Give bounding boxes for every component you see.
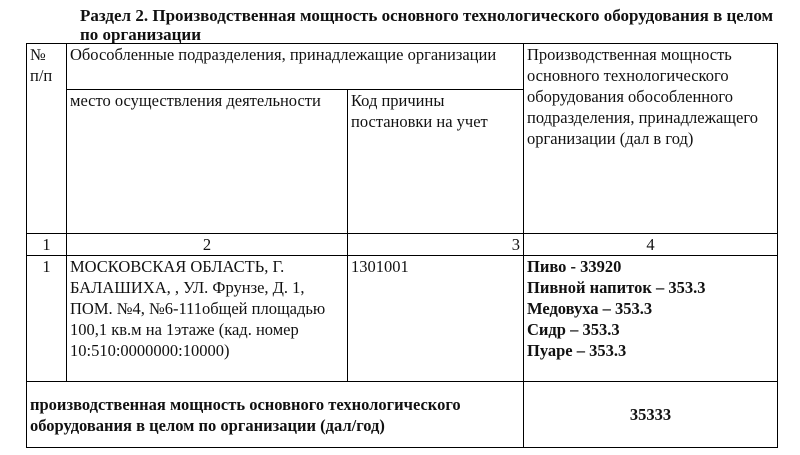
header-capacity: Производственная мощность основного технологического оборудования обособленного подразделения, принадлежащего организации (дал в год) [524,44,778,234]
capacity-item: Пуаре – 353.3 [527,341,627,360]
total-label: производственная мощность основного технологического оборудования в целом по организации (дал/год) [27,382,524,448]
capacity-item: Сидр – 353.3 [527,320,620,339]
capacity-item: Пивной напиток – 353.3 [527,278,706,297]
column-number-1: 1 [27,234,67,256]
total-row [27,382,778,448]
capacity-table [26,43,778,448]
total-value: 35333 [524,382,778,448]
header-num: № п/п [27,44,67,234]
row-num: 1 [27,256,67,382]
column-number-4: 4 [524,234,778,256]
header-subdivisions: Обособленные подразделения, принадлежащие организации [67,44,524,90]
capacity-item: Медовуха – 353.3 [527,299,653,318]
row-location: МОСКОВСКАЯ ОБЛАСТЬ, Г. БАЛАШИХА, , УЛ. Фрунзе, Д. 1, ПОМ. №4, №6-111общей площадью 100,1 кв.м на 1этаже (кад. номер 10:510:0000000:10000) [67,256,348,382]
column-number-3: 3 [348,234,524,256]
header-kpp: Код причины постановки на учет [348,90,524,234]
row-kpp: 1301001 [348,256,524,382]
column-number-2: 2 [67,234,348,256]
column-numbers-row [27,234,778,256]
capacity-item: Пиво - 33920 [527,257,622,276]
table-row [27,256,778,382]
header-location: место осуществления деятельности [67,90,348,234]
section-heading: Раздел 2. Производственная мощность основного технологического оборудования в целом по организации [80,6,774,44]
row-capacity-list [524,256,778,382]
header-row-1 [27,44,778,90]
